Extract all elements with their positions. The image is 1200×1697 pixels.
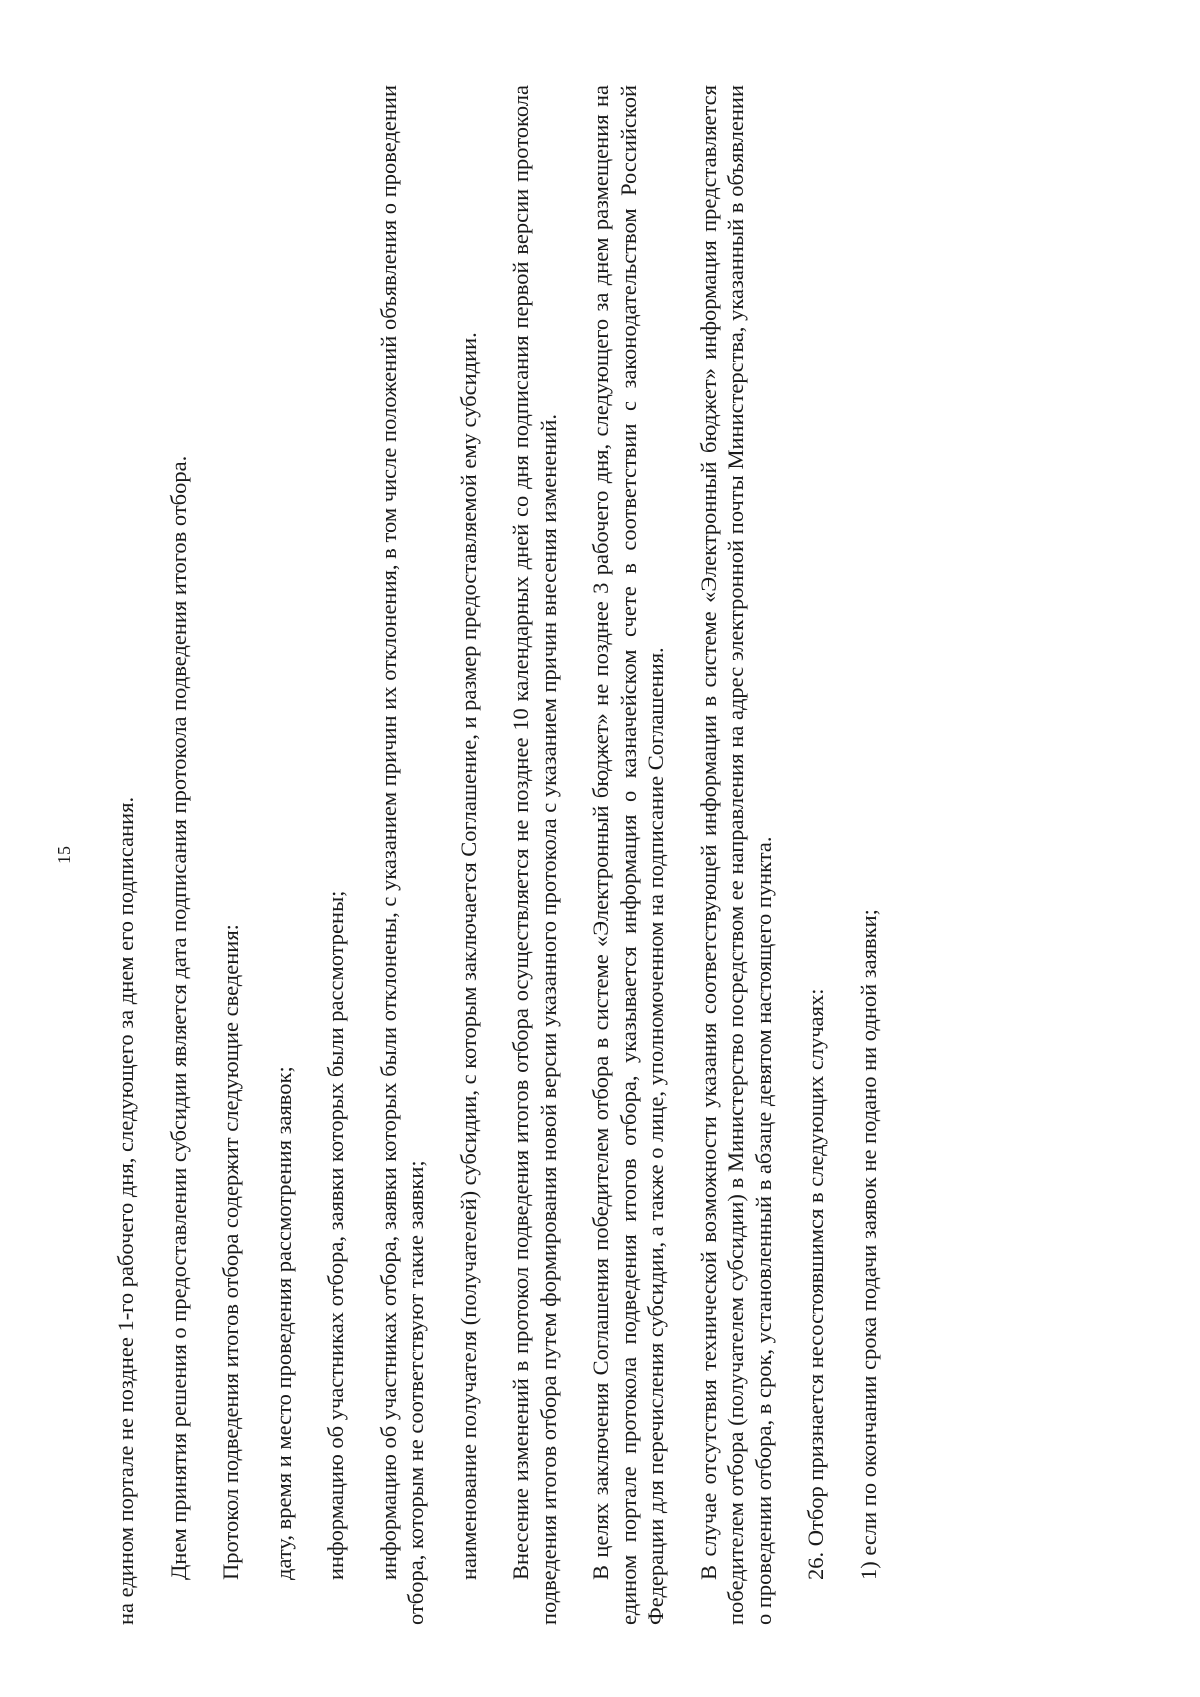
paragraph-9: В целях заключения Соглашения победителем отбора в системе «Электронный бюджет» не позднее 3 рабочего дня, следующего за днем размещения на едином портале протокола подведения итогов отбора, указывается информация о казначейском счете в соответствии с законодательством Российской Федерации для перечисления субсидии, а также о лице, уполномоченном на подписание Соглашения. [588, 85, 668, 1625]
paragraph-5: информацию об участниках отбора, заявки которых были рассмотрены; [323, 890, 348, 1580]
paragraph-8: Внесение изменений в протокол подведения итогов отбора осуществляется не позднее 10 календарных дней со дня подписания первой версии протокола подведения итогов отбора путем формирования новой версии указанного протокола с указанием причин внесения изменений. [508, 85, 561, 1625]
page-number: 15 [54, 846, 74, 864]
paragraph-12: 1) если по окончании срока подачи заявок не подано ни одной заявки; [855, 909, 881, 1580]
paragraph-4: дату, время и место проведения рассмотрения заявок; [270, 1066, 296, 1580]
paragraph-11: 26. Отбор признается несостоявшимся в следующих случаях: [803, 988, 828, 1580]
paragraph-3: Протокол подведения итогов отбора содержит следующие сведения: [218, 924, 243, 1580]
paragraph-2: Днем принятия решения о предоставлении субсидии является дата подписания протокола подведения итогов отбора. [165, 455, 191, 1580]
paragraph-10: В случае отсутствия технической возможности указания соответствующей информации в системе «Электронный бюджет» информация представляется победителем отбора (получателем субсидии) в Министерство посредством ее направления на адрес электронной почты Министерства, указанный в объявлении о проведении отбора, в срок, установленный в абзаце девятом настоящего пункта. [695, 85, 776, 1625]
paragraph-6: информацию об участниках отбора, заявки которых были отклонены, с указанием причин их отклонения, в том числе положений объявления о проведении отбора, которым не соответствуют такие заявки; [375, 85, 428, 1625]
rotated-text-block [54, 85, 972, 1625]
paragraph-7: наименование получателя (получателей) субсидии, с которым заключается Соглашение, и размер предоставляемой ему субсидии. [455, 332, 481, 1580]
paragraph-1: на едином портале не позднее 1-го рабочего дня, следующего за днем его подписания. [113, 796, 138, 1625]
